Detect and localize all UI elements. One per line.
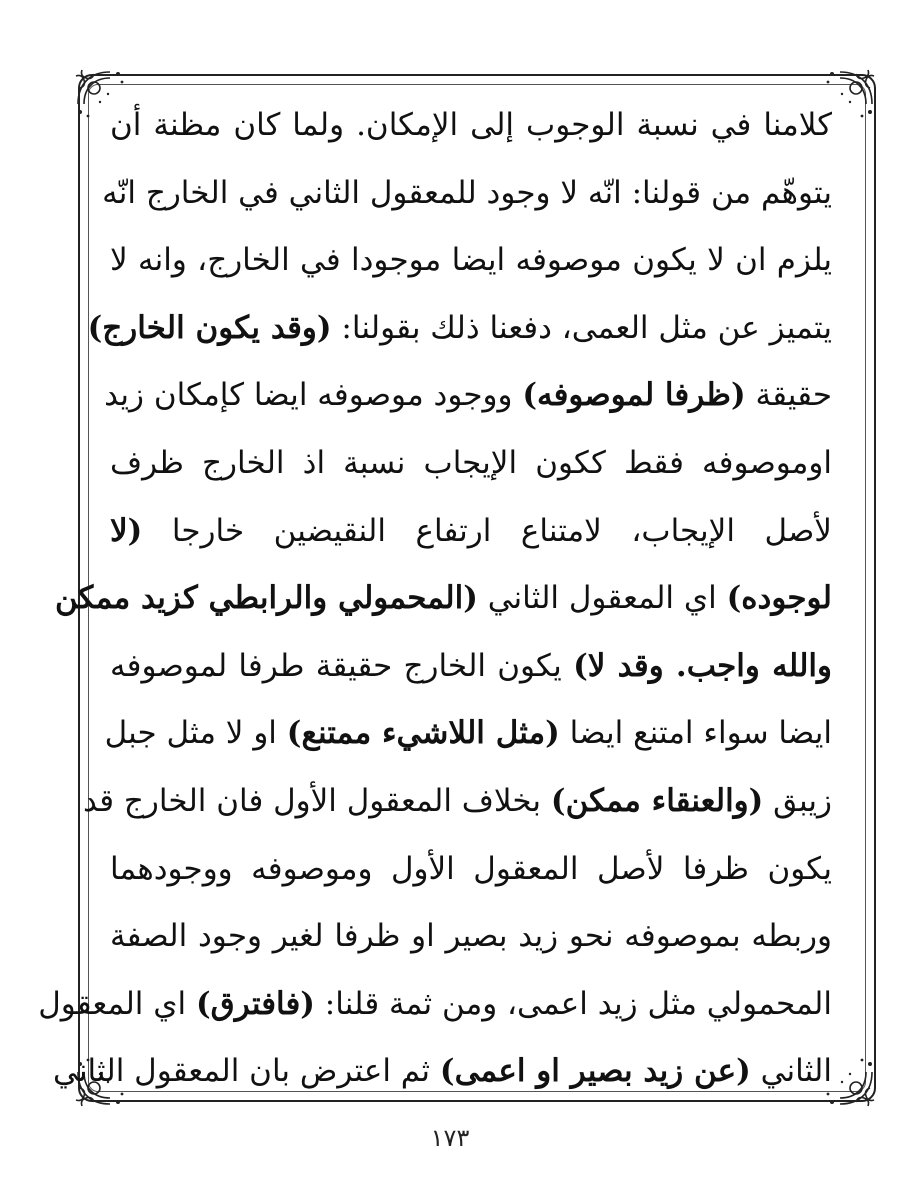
- bold-text-segment: (والعنقاء ممكن): [550, 782, 764, 819]
- text-line: [110, 498, 832, 566]
- text-segment: اي المعقول الثاني: [477, 580, 727, 617]
- bold-text-segment: (المحمولي والرابطي كزيد ممكن: [54, 580, 478, 617]
- text-line: [53, 1038, 832, 1106]
- text-segment: يتوهّم من قولنا: انّه لا وجود للمعقول الثاني في الخارج انّه: [102, 174, 832, 211]
- text-segment: ايضا سواء امتنع ايضا: [559, 715, 832, 752]
- text-segment: اوموصوفه فقط ككون الإيجاب نسبة اذ الخارج ظرف: [110, 444, 832, 481]
- text-segment: حقيقة: [745, 377, 832, 414]
- text-line: [87, 295, 832, 363]
- text-line: [110, 430, 832, 498]
- text-segment: بخلاف المعقول الأول فان الخارج قد: [82, 782, 551, 819]
- text-segment: يكون ظرفا لأصل المعقول الأول وموصوفه ووجودهما: [110, 850, 832, 887]
- text-line: [110, 903, 832, 971]
- text-segment: لأصل الإيجاب، لامتناع ارتفاع النقيضين خارجا: [142, 512, 832, 549]
- text-line: [82, 768, 832, 836]
- text-line: [38, 971, 832, 1039]
- bold-text-segment: (فافترق): [196, 985, 315, 1022]
- bold-text-segment: (ظرفا لموصوفه): [522, 377, 746, 414]
- page-text-body: [38, 92, 832, 1106]
- page-number: ١٧٣: [430, 1124, 470, 1152]
- text-line: [104, 362, 832, 430]
- text-segment: يتميز عن مثل العمى، دفعنا ذلك بقولنا:: [331, 309, 832, 346]
- text-segment: كلامنا في نسبة الوجوب إلى الإمكان. ولما كان مظنة أن: [110, 107, 832, 143]
- text-segment: اي المعقول: [38, 985, 197, 1022]
- text-segment: ووجود موصوفه ايضا كإمكان زيد: [104, 377, 523, 414]
- text-line: [54, 565, 832, 633]
- text-segment: زيبق: [763, 782, 832, 819]
- text-line: [102, 160, 832, 228]
- text-segment: ثم اعترض بان المعقول الثاني: [53, 1053, 440, 1090]
- bold-text-segment: (مثل اللاشيء ممتنع): [286, 715, 560, 752]
- bold-text-segment: (وقد يكون الخارج): [87, 309, 332, 346]
- text-segment: يلزم ان لا يكون موصوفه ايضا موجودا في الخارج، وانه لا: [110, 242, 832, 279]
- text-line: [104, 700, 832, 768]
- text-segment: او لا مثل جبل: [104, 715, 287, 752]
- bold-text-segment: (لا: [110, 512, 143, 549]
- text-line: [110, 633, 832, 701]
- text-line: [110, 92, 832, 160]
- text-segment: يكون الخارج حقيقة طرفا لموصوفه: [110, 647, 574, 684]
- text-line: [110, 836, 832, 904]
- text-segment: الثاني: [750, 1053, 832, 1090]
- bold-text-segment: (عن زيد بصير او اعمى): [439, 1053, 751, 1090]
- text-segment: وربطه بموصوفه نحو زيد بصير او ظرفا لغير وجود الصفة: [110, 918, 832, 955]
- bold-text-segment: والله واجب. وقد لا): [573, 647, 832, 684]
- bold-text-segment: لوجوده): [726, 580, 832, 617]
- text-line: [110, 227, 832, 295]
- text-segment: المحمولي مثل زيد اعمى، ومن ثمة قلنا:: [314, 985, 832, 1022]
